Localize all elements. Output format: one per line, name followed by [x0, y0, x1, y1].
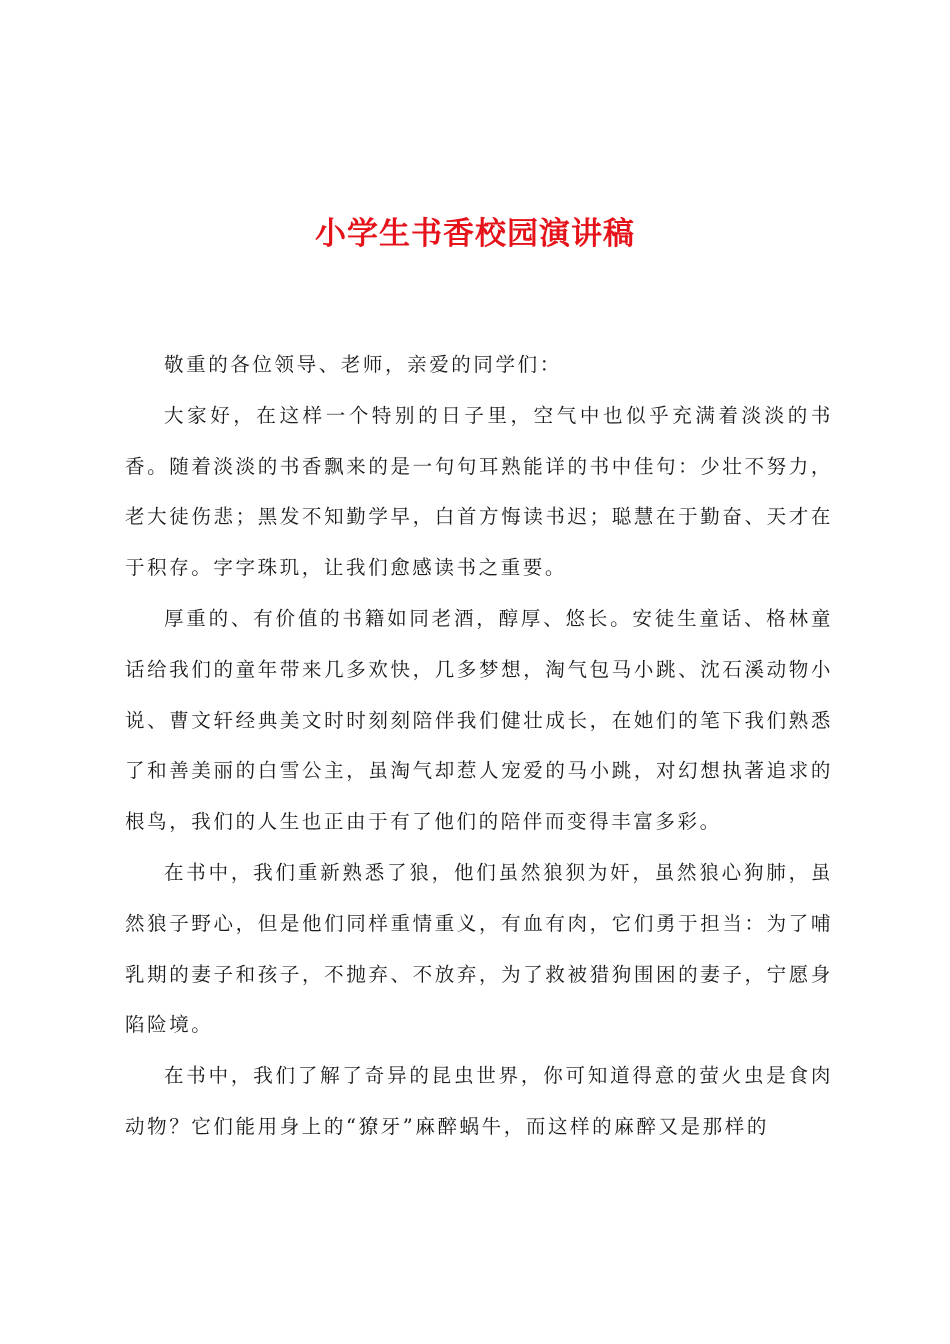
- document-title: 小学生书香校园演讲稿: [315, 216, 635, 252]
- paragraph-salutation: 敬重的各位领导、老师，亲爱的同学们：: [164, 353, 562, 376]
- document-body: [125, 340, 833, 1153]
- paragraph-wolves: 在书中，我们重新熟悉了狼，他们虽然狼狈为奸，虽然狼心狗肺，虽然狼子野心，但是他们同样重情重义，有血有肉，它们勇于担当：为了哺乳期的妻子和孩子，不抛弃、不放弃，为了救被猎狗围困的妻子，宁愿身陷险境。: [125, 860, 833, 1037]
- paragraph-books: 厚重的、有价值的书籍如同老酒，醇厚、悠长。安徒生童话、格林童话给我们的童年带来几多欢快，几多梦想，淘气包马小跳、沈石溪动物小说、曹文轩经典美文时时刻刻陪伴我们健壮成长，在她们的笔下我们熟悉了和善美丽的白雪公主，虽淘气却惹人宠爱的马小跳，对幻想执著追求的根鸟，我们的人生也正由于有了他们的陪伴而变得丰富多彩。: [125, 606, 833, 834]
- paragraph-opening: 大家好，在这样一个特别的日子里，空气中也似乎充满着淡淡的书香。随着淡淡的书香飘来的是一句句耳熟能详的书中佳句：少壮不努力，老大徒伤悲；黑发不知勤学早，白首方悔读书迟；聪慧在于勤奋、天才在于积存。字字珠玑，让我们愈感读书之重要。: [125, 403, 833, 580]
- paragraph-insects: 在书中，我们了解了奇异的昆虫世界，你可知道得意的萤火虫是食肉动物？它们能用身上的“獠牙”麻醉蜗牛，而这样的麻醉又是那样的: [125, 1064, 833, 1138]
